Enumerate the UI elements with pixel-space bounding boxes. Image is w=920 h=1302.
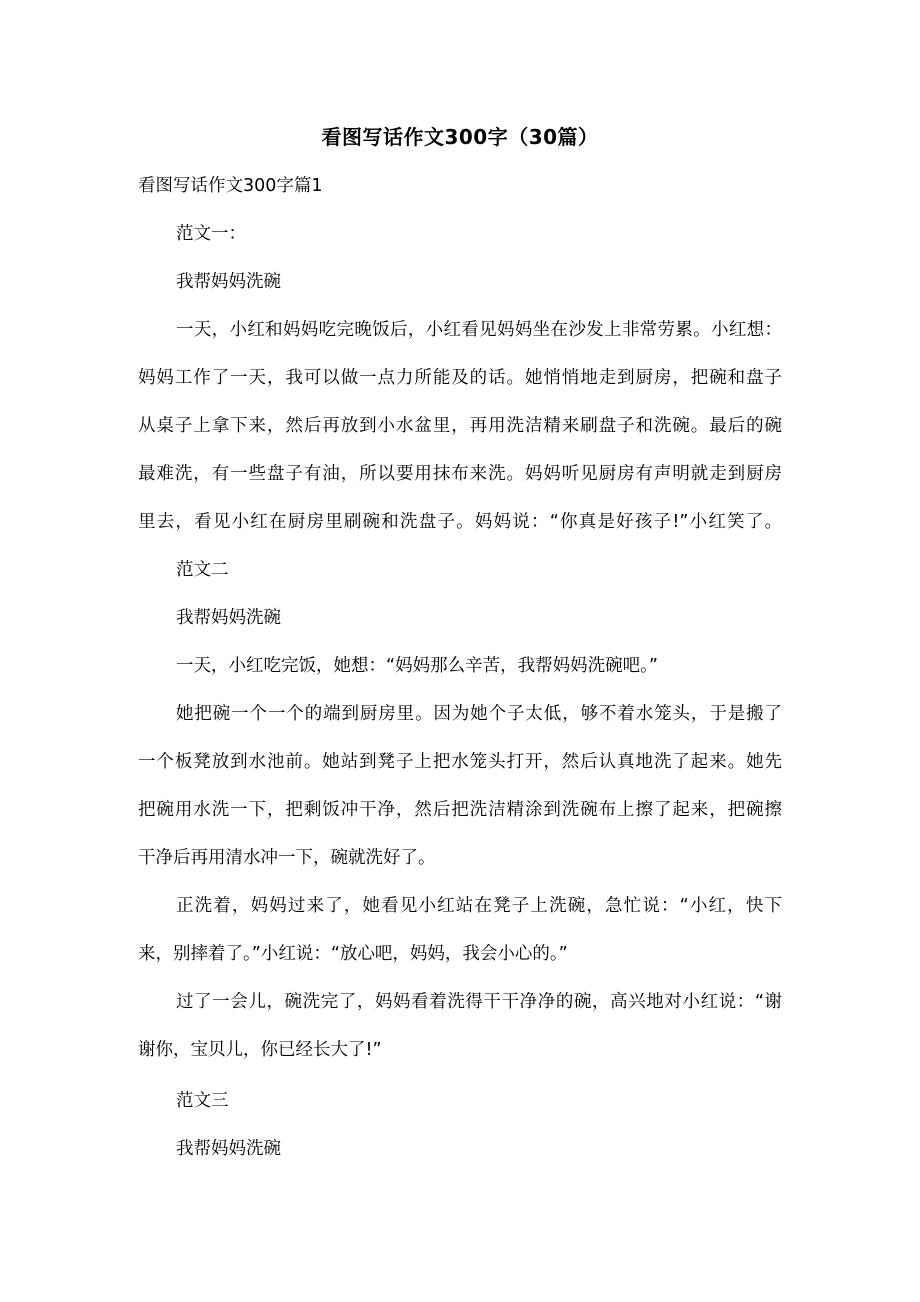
essay1-line: 里去，看见小红在厨房里刷碗和洗盘子。妈妈说：“你真是好孩子!”小红笑了。	[138, 512, 782, 532]
essay1-line: 妈妈工作了一天，我可以做一点力所能及的话。她悄悄地走到厨房，把碗和盘子	[138, 368, 782, 388]
essay3-label: 范文三	[176, 1091, 229, 1111]
essay2-line: 她把碗一个一个的端到厨房里。因为她个子太低，够不着水笼头，于是搬了	[176, 704, 782, 724]
essay1-line: 最难洗，有一些盘子有油，所以要用抹布来洗。妈妈听见厨房有声明就走到厨房	[138, 464, 782, 484]
essay1-label: 范文一：	[176, 224, 246, 244]
section-heading: 看图写话作文300字篇1	[138, 176, 323, 196]
essay2-line: 来，别摔着了。”小红说：“放心吧，妈妈，我会小心的。”	[138, 944, 568, 964]
essay1-line: 从桌子上拿下来，然后再放到小水盆里，再用洗洁精来刷盘子和洗碗。最后的碗	[138, 416, 782, 436]
essay1-heading: 我帮妈妈洗碗	[176, 272, 281, 292]
essay2-line: 一个板凳放到水池前。她站到凳子上把水笼头打开，然后认真地洗了起来。她先	[138, 752, 782, 772]
essay2-line: 干净后再用清水冲一下，碗就洗好了。	[138, 848, 436, 868]
essay2-line: 把碗用水洗一下，把剩饭冲干净，然后把洗洁精涂到洗碗布上擦了起来，把碗擦	[138, 800, 782, 820]
essay2-line: 过了一会儿，碗洗完了，妈妈看着洗得干干净净的碗，高兴地对小红说：“谢	[176, 992, 782, 1012]
essay2-heading: 我帮妈妈洗碗	[176, 608, 281, 628]
essay2-paragraph-1: 一天，小红吃完饭，她想：“妈妈那么辛苦，我帮妈妈洗碗吧。”	[176, 656, 658, 676]
essay2-line: 谢你，宝贝儿，你已经长大了!”	[138, 1040, 382, 1060]
essay2-line: 正洗着，妈妈过来了，她看见小红站在凳子上洗碗，急忙说：“小红，快下	[176, 896, 782, 916]
essay3-heading: 我帮妈妈洗碗	[176, 1139, 281, 1159]
essay2-label: 范文二	[176, 560, 229, 580]
document-title: 看图写话作文300字（30篇）	[321, 125, 599, 149]
essay1-line: 一天，小红和妈妈吃完晚饭后，小红看见妈妈坐在沙发上非常劳累。小红想：	[176, 320, 782, 340]
